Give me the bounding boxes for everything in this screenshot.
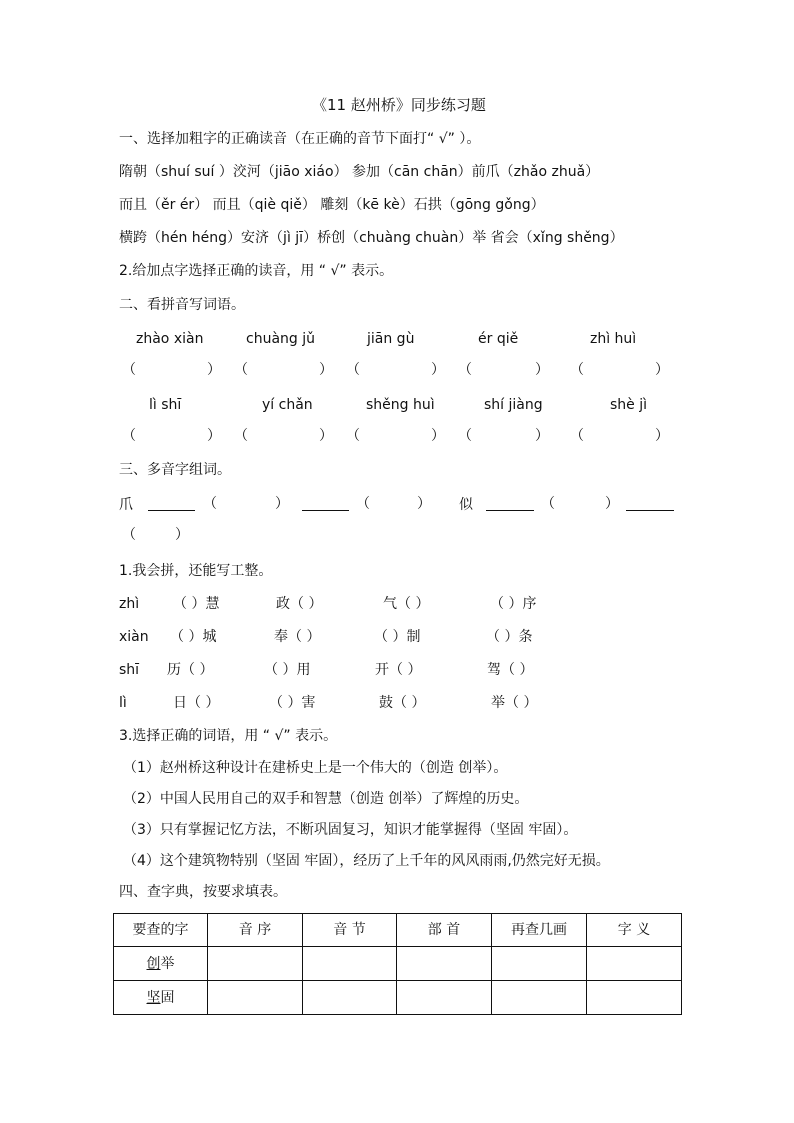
answer-paren-close: ） <box>275 496 289 512</box>
fill-word-item: （ ）城 <box>170 629 217 645</box>
answer-paren-open: （ <box>346 428 360 444</box>
fill-word-item: 日（ ） <box>173 695 220 711</box>
pinyin-choice-line-2: 而且（ěr ér） 而且（qiè qiě） 雕刻（kē kè）石拱（gōng gǒng） <box>119 197 545 213</box>
answer-paren-close: ） <box>535 428 549 444</box>
answer-cell[interactable] <box>397 981 492 1015</box>
answer-paren-close: ） <box>655 362 669 378</box>
answer-paren-open: （ <box>203 496 217 512</box>
polyphone-char-2: 似 <box>459 497 473 513</box>
answer-cell[interactable] <box>397 947 492 981</box>
answer-paren-close: ） <box>535 362 549 378</box>
fill-word-item: 历（ ） <box>167 662 214 678</box>
answer-paren-close: ） <box>319 362 333 378</box>
pinyin-prompt: ér qiě <box>478 331 519 347</box>
pinyin-label: zhì <box>119 596 140 612</box>
choice-sentence-1: （1）赵州桥这种设计在建桥史上是一个伟大的（创造 创举）。 <box>123 760 508 776</box>
answer-cell[interactable] <box>208 981 303 1015</box>
pinyin-choice-line-3: 横跨（hén héng）安济（jì jī）桥创（chuàng chuàn）举 省会（xǐng shěng） <box>119 230 624 246</box>
answer-cell[interactable] <box>587 981 682 1015</box>
pinyin-prompt: jiān gù <box>367 331 415 347</box>
fill-word-item: 驾（ ） <box>487 662 534 678</box>
fill-in-blank[interactable] <box>486 497 534 511</box>
pinyin-prompt: shěng huì <box>366 397 435 413</box>
pinyin-prompt: shí jiàng <box>484 397 543 413</box>
pinyin-prompt: chuàng jǔ <box>246 331 315 347</box>
fill-word-item: 举（ ） <box>491 695 538 711</box>
fill-word-item: 气（ ） <box>383 596 430 612</box>
answer-paren-open: （ <box>122 527 136 543</box>
table-row <box>114 947 682 981</box>
fill-word-item: 奉（ ） <box>274 629 321 645</box>
fill-word-item: （ ）慧 <box>173 596 220 612</box>
marked-char: 坚 <box>146 989 161 1006</box>
answer-paren-open: （ <box>458 428 472 444</box>
fill-word-item: （ ）制 <box>374 629 421 645</box>
section-choose-word-heading: 3.选择正确的词语，用 “ √” 表示。 <box>119 728 338 744</box>
answer-cell[interactable] <box>587 947 682 981</box>
table-header-cell: 音 节 <box>303 914 397 947</box>
answer-paren-close: ） <box>431 428 445 444</box>
section-4-heading: 四、查字典，按要求填表。 <box>119 884 287 900</box>
answer-paren-close: ） <box>175 527 189 543</box>
answer-paren-close: ） <box>207 428 221 444</box>
answer-paren-close: ） <box>417 496 431 512</box>
pinyin-prompt: zhì huì <box>590 331 637 347</box>
answer-cell[interactable] <box>492 981 587 1015</box>
answer-paren-open: （ <box>122 428 136 444</box>
pinyin-label: xiàn <box>119 629 149 645</box>
polyphone-char-1: 爪 <box>119 497 133 513</box>
answer-paren-open: （ <box>458 362 472 378</box>
answer-paren-close: ） <box>431 362 445 378</box>
pinyin-label: lì <box>119 695 127 711</box>
choice-sentence-3: （3）只有掌握记忆方法，不断巩固复习，知识才能掌握得（坚固 牢固）。 <box>123 822 578 838</box>
section-pinyin-write-heading: 1.我会拼，还能写工整。 <box>119 563 273 579</box>
answer-paren-open: （ <box>541 496 555 512</box>
fill-in-blank[interactable] <box>302 497 349 511</box>
answer-paren-open: （ <box>234 362 248 378</box>
answer-paren-close: ） <box>207 362 221 378</box>
choice-sentence-4: （4）这个建筑物特别（坚固 牢固），经历了上千年的风风雨雨,仍然完好无损。 <box>123 853 610 869</box>
answer-paren-open: （ <box>122 362 136 378</box>
table-header-cell: 音 序 <box>208 914 303 947</box>
lookup-word-cell <box>114 981 208 1015</box>
answer-cell[interactable] <box>492 947 587 981</box>
answer-cell[interactable] <box>303 981 397 1015</box>
section-1b-heading: 2.给加点字选择正确的读音，用 “ √” 表示。 <box>119 263 394 279</box>
pinyin-prompt: yí chǎn <box>262 397 313 413</box>
table-row <box>114 981 682 1015</box>
answer-paren-open: （ <box>234 428 248 444</box>
answer-cell[interactable] <box>208 947 303 981</box>
fill-word-item: 政（ ） <box>276 596 323 612</box>
section-1-heading: 一、选择加粗字的正确读音（在正确的音节下面打“ √” ）。 <box>119 131 481 147</box>
answer-paren-open: （ <box>570 428 584 444</box>
page-title: 《11 赵州桥》同步练习题 <box>312 96 486 114</box>
pinyin-prompt: lì shī <box>149 397 182 413</box>
answer-paren-open: （ <box>356 496 370 512</box>
pinyin-choice-line-1: 隋朝（shuí suí ）洨河（jiāo xiáo） 参加（cān chān）前爪（zhǎo zhuǎ） <box>119 164 600 180</box>
section-2-heading: 二、看拼音写词语。 <box>119 297 245 313</box>
answer-paren-close: ） <box>605 496 619 512</box>
fill-word-item: （ ）序 <box>490 596 537 612</box>
table-header-cell: 要查的字 <box>114 914 208 947</box>
fill-word-item: （ ）害 <box>269 695 316 711</box>
answer-paren-open: （ <box>570 362 584 378</box>
table-header-cell: 部 首 <box>397 914 492 947</box>
fill-in-blank[interactable] <box>626 497 674 511</box>
pinyin-prompt: shè jì <box>610 397 648 413</box>
marked-char: 创 <box>146 955 161 972</box>
fill-word-item: 开（ ） <box>375 662 422 678</box>
dictionary-table <box>113 913 682 1015</box>
table-header-cell: 再查几画 <box>492 914 587 947</box>
table-header-row <box>114 914 682 947</box>
pinyin-prompt: zhào xiàn <box>136 331 204 347</box>
answer-paren-close: ） <box>655 428 669 444</box>
answer-paren-open: （ <box>346 362 360 378</box>
table-header-cell: 字 义 <box>587 914 682 947</box>
fill-in-blank[interactable] <box>148 497 195 511</box>
fill-word-item: （ ）用 <box>264 662 311 678</box>
word-rest: 固 <box>160 989 175 1006</box>
lookup-word-cell <box>114 947 208 981</box>
word-rest: 举 <box>160 955 175 972</box>
answer-paren-close: ） <box>319 428 333 444</box>
fill-word-item: （ ）条 <box>486 629 533 645</box>
section-3-heading: 三、多音字组词。 <box>119 462 231 478</box>
answer-cell[interactable] <box>303 947 397 981</box>
pinyin-label: shī <box>119 662 140 678</box>
choice-sentence-2: （2）中国人民用自己的双手和智慧（创造 创举）了辉煌的历史。 <box>123 791 529 807</box>
fill-word-item: 鼓（ ） <box>379 695 426 711</box>
